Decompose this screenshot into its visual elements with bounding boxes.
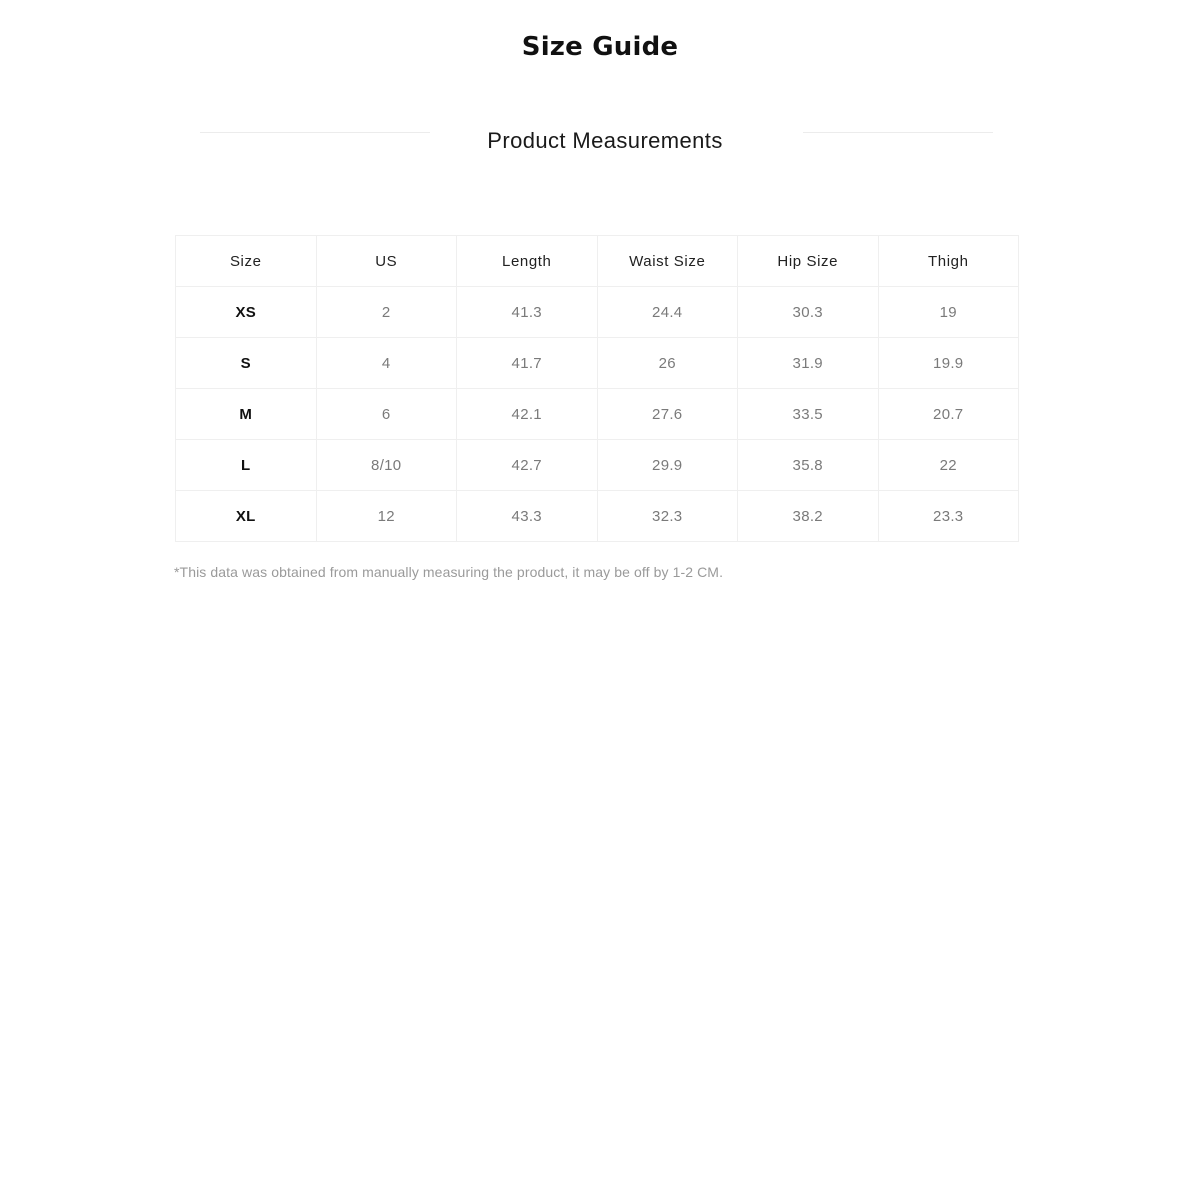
table-row (176, 440, 1019, 491)
table-cell: 8/10 (316, 440, 457, 491)
table-cell: 32.3 (597, 491, 738, 542)
size-cell: XS (176, 287, 317, 338)
section-heading-label: Product Measurements (487, 128, 723, 153)
table-cell: 42.7 (457, 440, 598, 491)
table-row (176, 287, 1019, 338)
table-row (176, 491, 1019, 542)
table-cell: 23.3 (878, 491, 1019, 542)
table-cell: 31.9 (738, 338, 879, 389)
table-cell: 38.2 (738, 491, 879, 542)
page-title: Size Guide (521, 32, 679, 62)
table-cell: 20.7 (878, 389, 1019, 440)
table-cell: 41.3 (457, 287, 598, 338)
table-cell: 29.9 (597, 440, 738, 491)
table-cell: 33.5 (738, 389, 879, 440)
table-cell: 35.8 (738, 440, 879, 491)
size-cell: XL (176, 491, 317, 542)
table-row (176, 389, 1019, 440)
table-cell: 27.6 (597, 389, 738, 440)
table-cell: 6 (316, 389, 457, 440)
table-cell: 41.7 (457, 338, 598, 389)
table-cell: 30.3 (738, 287, 879, 338)
table-row (176, 338, 1019, 389)
column-header: US (316, 236, 457, 287)
size-cell: M (176, 389, 317, 440)
table-cell: 22 (878, 440, 1019, 491)
table-cell: 12 (316, 491, 457, 542)
table-cell: 2 (316, 287, 457, 338)
size-cell: S (176, 338, 317, 389)
table-cell: 4 (316, 338, 457, 389)
table-cell: 19.9 (878, 338, 1019, 389)
section-heading (0, 128, 1200, 158)
column-header: Hip Size (738, 236, 879, 287)
table-cell: 19 (878, 287, 1019, 338)
size-cell: L (176, 440, 317, 491)
measurement-footnote: *This data was obtained from manually measuring the product, it may be off by 1-2 CM. (174, 564, 724, 580)
table-cell: 24.4 (597, 287, 738, 338)
table-cell: 43.3 (457, 491, 598, 542)
size-chart-table (175, 235, 1019, 542)
table-cell: 26 (597, 338, 738, 389)
table-cell: 42.1 (457, 389, 598, 440)
table-header-row (176, 236, 1019, 287)
column-header: Length (457, 236, 598, 287)
column-header: Size (176, 236, 317, 287)
column-header: Waist Size (597, 236, 738, 287)
column-header: Thigh (878, 236, 1019, 287)
